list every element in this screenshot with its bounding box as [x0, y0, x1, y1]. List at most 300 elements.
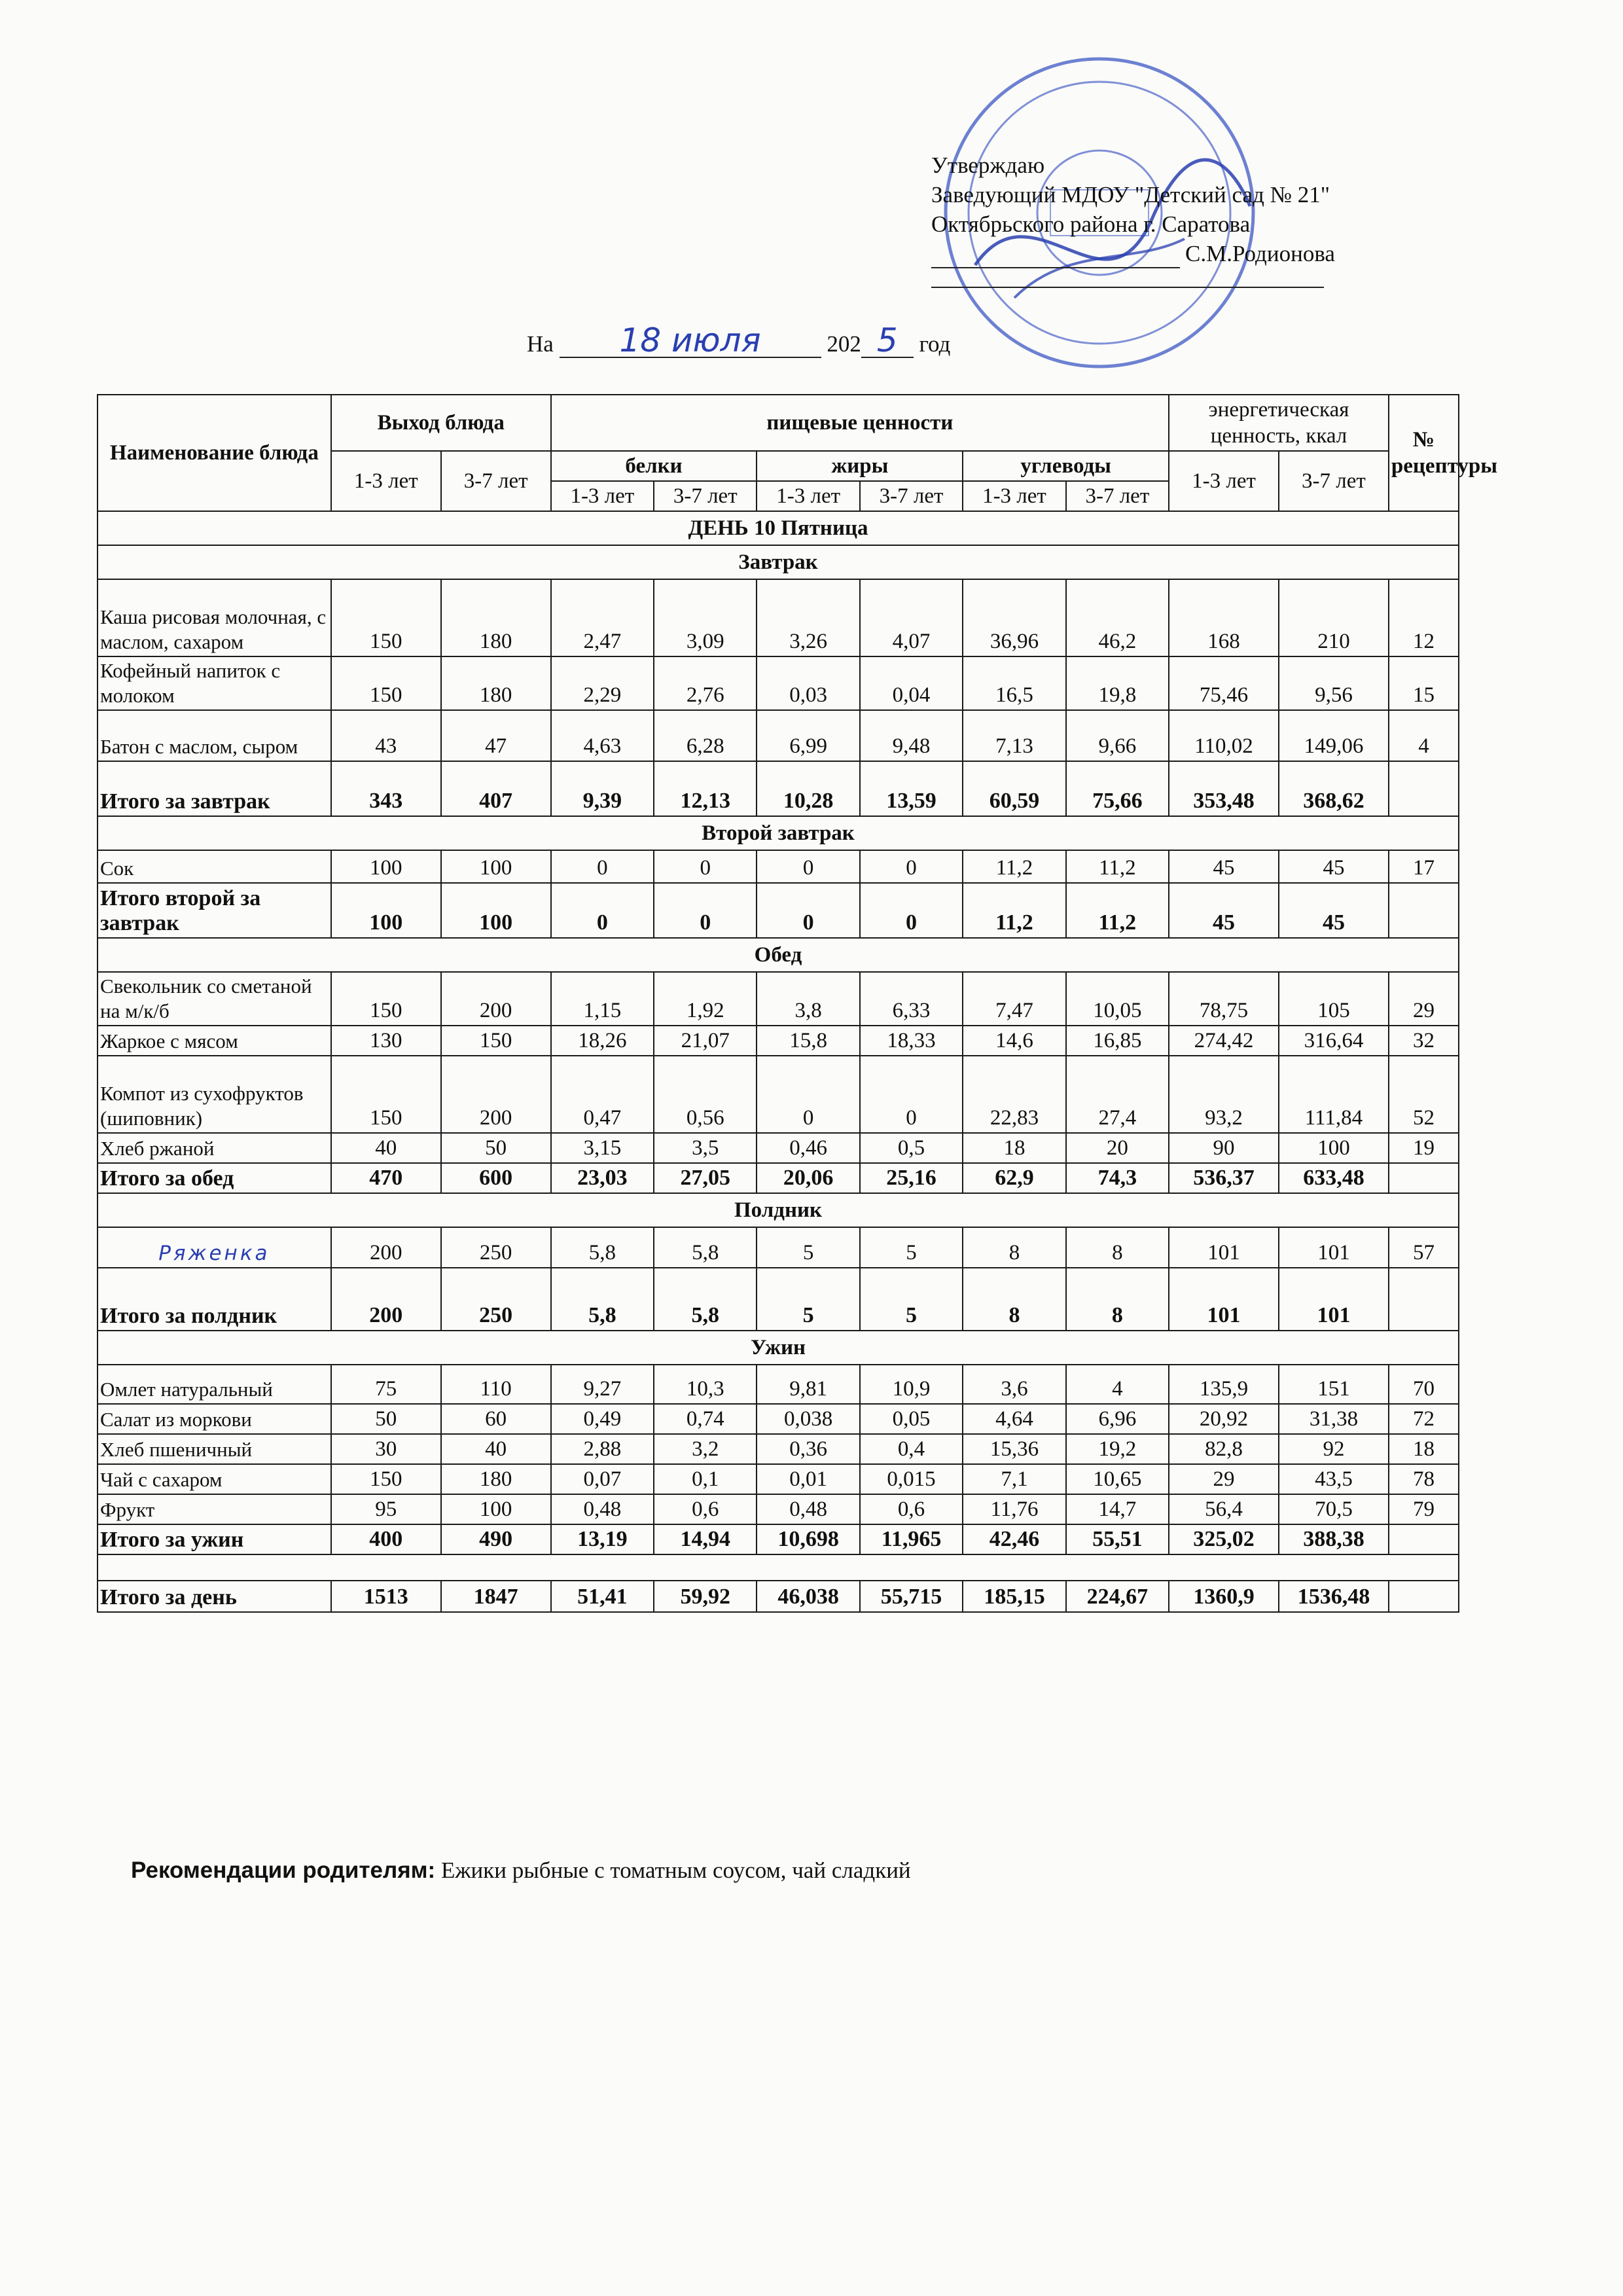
cell-value: 325,02	[1169, 1524, 1279, 1554]
meal-section-row	[98, 1331, 1459, 1365]
cell-value: 200	[441, 1056, 551, 1133]
cell-value: 19,8	[1066, 656, 1169, 710]
cell-value: 16,85	[1066, 1026, 1169, 1056]
date-year-digit: 5	[861, 324, 914, 358]
cell-value: 57	[1389, 1227, 1459, 1268]
cell-value: 633,48	[1279, 1163, 1389, 1193]
day-total-row	[98, 1581, 1459, 1612]
signature-line	[931, 247, 1180, 268]
dish-row	[98, 1026, 1459, 1056]
cell-value: 11,965	[860, 1524, 963, 1554]
cell-value: 0	[757, 850, 859, 883]
cell-value: 19	[1389, 1133, 1459, 1163]
cell-value: 10,698	[757, 1524, 859, 1554]
cell-value: 1847	[441, 1581, 551, 1612]
cell-value: 200	[441, 972, 551, 1026]
cell-value: 316,64	[1279, 1026, 1389, 1056]
cell-value: 8	[1066, 1227, 1169, 1268]
cell-value: 15,8	[757, 1026, 859, 1056]
cell-value: 13,59	[860, 761, 963, 816]
cell-value: 18,26	[551, 1026, 654, 1056]
header-energy-age1: 1-3 лет	[1169, 451, 1279, 511]
day-title-row	[98, 511, 1459, 545]
cell-value: 18,33	[860, 1026, 963, 1056]
cell-value: 45	[1279, 850, 1389, 883]
cell-value: 210	[1279, 579, 1389, 656]
cell-value: 2,88	[551, 1434, 654, 1464]
cell-value: 2,29	[551, 656, 654, 710]
cell-value: 0	[860, 850, 963, 883]
cell-value: 100	[441, 1494, 551, 1524]
dish-row	[98, 579, 1459, 656]
cell-value: 70	[1389, 1365, 1459, 1404]
cell-value: 8	[963, 1268, 1065, 1331]
dish-name: Жаркое с мясом	[98, 1026, 331, 1056]
cell-value: 51,41	[551, 1581, 654, 1612]
meal-section-title: Ужин	[98, 1331, 1459, 1365]
cell-value: 18	[963, 1133, 1065, 1163]
cell-value: 62,9	[963, 1163, 1065, 1193]
date-year-prefix: 202	[827, 331, 861, 357]
cell-value: 11,2	[963, 883, 1065, 938]
menu-table	[97, 394, 1497, 1613]
cell-value: 150	[331, 1056, 441, 1133]
approval-position: Заведующий МДОУ "Детский сад № 21"	[931, 182, 1330, 207]
cell-value: 130	[331, 1026, 441, 1056]
cell-value: 7,47	[963, 972, 1065, 1026]
cell-value: 0	[551, 850, 654, 883]
cell-value	[1389, 761, 1459, 816]
cell-value: 11,2	[1066, 850, 1169, 883]
dish-row	[98, 850, 1459, 883]
cell-value: 0	[654, 883, 757, 938]
cell-value: 45	[1279, 883, 1389, 938]
cell-value: 27,4	[1066, 1056, 1169, 1133]
cell-value: 0,07	[551, 1464, 654, 1494]
cell-value	[1389, 1163, 1459, 1193]
cell-value: 101	[1169, 1227, 1279, 1268]
cell-value: 18	[1389, 1434, 1459, 1464]
cell-value: 45	[1169, 883, 1279, 938]
cell-value: 5,8	[551, 1268, 654, 1331]
meal-total-row	[98, 761, 1459, 816]
cell-value: 10,28	[757, 761, 859, 816]
meal-total-row	[98, 1268, 1459, 1331]
dish-row	[98, 1365, 1459, 1404]
cell-value: 180	[441, 1464, 551, 1494]
date-prefix: На	[527, 331, 554, 357]
cell-value: 4,07	[860, 579, 963, 656]
cell-value: 168	[1169, 579, 1279, 656]
cell-value: 5	[860, 1268, 963, 1331]
cell-value: 150	[331, 579, 441, 656]
cell-value: 90	[1169, 1133, 1279, 1163]
cell-value: 55,715	[860, 1581, 963, 1612]
cell-value: 6,96	[1066, 1404, 1169, 1434]
cell-value: 14,6	[963, 1026, 1065, 1056]
cell-value: 82,8	[1169, 1434, 1279, 1464]
cell-value: 200	[331, 1268, 441, 1331]
cell-value: 46,2	[1066, 579, 1169, 656]
cell-value: 10,3	[654, 1365, 757, 1404]
cell-value: 0,5	[860, 1133, 963, 1163]
cell-value: 0,6	[860, 1494, 963, 1524]
header-fats-age2: 3-7 лет	[860, 481, 963, 511]
cell-value: 27,05	[654, 1163, 757, 1193]
cell-value: 0,038	[757, 1404, 859, 1434]
cell-value: 100	[331, 883, 441, 938]
cell-value: 43,5	[1279, 1464, 1389, 1494]
cell-value: 0,56	[654, 1056, 757, 1133]
cell-value: 5	[757, 1227, 859, 1268]
cell-value: 0,49	[551, 1404, 654, 1434]
table-header	[98, 395, 1497, 511]
cell-value: 110,02	[1169, 710, 1279, 761]
meal-total-label: Итого за завтрак	[98, 761, 331, 816]
cell-value: 15	[1389, 656, 1459, 710]
cell-value: 20,06	[757, 1163, 859, 1193]
header-fats-age1: 1-3 лет	[757, 481, 859, 511]
cell-value: 50	[331, 1404, 441, 1434]
dish-row	[98, 972, 1459, 1026]
dish-row	[98, 1494, 1459, 1524]
header-output-age1: 1-3 лет	[331, 451, 441, 511]
spacer-row	[98, 1554, 1459, 1581]
dish-name: Салат из моркови	[98, 1404, 331, 1434]
cell-value: 72	[1389, 1404, 1459, 1434]
cell-value: 250	[441, 1268, 551, 1331]
cell-value: 0,05	[860, 1404, 963, 1434]
approval-signer: С.М.Родионова	[1185, 241, 1335, 266]
cell-value	[1389, 1268, 1459, 1331]
date-day-month: 18 июля	[560, 324, 821, 358]
header-carbs-age1: 1-3 лет	[963, 481, 1065, 511]
cell-value: 50	[441, 1133, 551, 1163]
cell-value: 149,06	[1279, 710, 1389, 761]
cell-value: 388,38	[1279, 1524, 1389, 1554]
dish-row	[98, 710, 1459, 761]
approval-block	[931, 151, 1389, 288]
cell-value: 78	[1389, 1464, 1459, 1494]
cell-value: 59,92	[654, 1581, 757, 1612]
cell-value: 3,15	[551, 1133, 654, 1163]
cell-value: 1360,9	[1169, 1581, 1279, 1612]
spacer-cell	[98, 1554, 1459, 1581]
cell-value: 400	[331, 1524, 441, 1554]
cell-value: 3,26	[757, 579, 859, 656]
cell-value	[1389, 883, 1459, 938]
cell-value: 0,03	[757, 656, 859, 710]
cell-value: 36,96	[963, 579, 1065, 656]
cell-value: 95	[331, 1494, 441, 1524]
cell-value: 7,1	[963, 1464, 1065, 1494]
dish-name: Ряженка	[98, 1227, 331, 1268]
cell-value: 47	[441, 710, 551, 761]
cell-value: 5,8	[551, 1227, 654, 1268]
cell-value: 101	[1279, 1227, 1389, 1268]
cell-value: 10,65	[1066, 1464, 1169, 1494]
cell-value: 151	[1279, 1365, 1389, 1404]
cell-value: 185,15	[963, 1581, 1065, 1612]
recommendation-label: Рекомендации родителям:	[131, 1857, 436, 1883]
cell-value: 100	[1279, 1133, 1389, 1163]
date-suffix: год	[919, 331, 951, 357]
cell-value: 23,03	[551, 1163, 654, 1193]
cell-value: 150	[331, 656, 441, 710]
cell-value: 32	[1389, 1026, 1459, 1056]
header-output: Выход блюда	[331, 395, 551, 451]
cell-value: 9,56	[1279, 656, 1389, 710]
header-proteins: белки	[551, 451, 757, 481]
cell-value: 9,81	[757, 1365, 859, 1404]
dish-name: Чай с сахаром	[98, 1464, 331, 1494]
meal-section-row	[98, 1193, 1459, 1227]
cell-value: 19,2	[1066, 1434, 1169, 1464]
cell-value: 6,33	[860, 972, 963, 1026]
header-recipe: № рецептуры	[1389, 395, 1459, 511]
dish-row	[98, 1404, 1459, 1434]
cell-value: 150	[441, 1026, 551, 1056]
cell-value: 1,15	[551, 972, 654, 1026]
cell-value: 42,46	[963, 1524, 1065, 1554]
dish-name: Каша рисовая молочная, с маслом, сахаром	[98, 579, 331, 656]
cell-value: 3,09	[654, 579, 757, 656]
cell-value: 9,48	[860, 710, 963, 761]
cell-value: 4	[1389, 710, 1459, 761]
cell-value: 25,16	[860, 1163, 963, 1193]
dish-name: Компот из сухофруктов (шиповник)	[98, 1056, 331, 1133]
cell-value: 31,38	[1279, 1404, 1389, 1434]
meal-section-title: Завтрак	[98, 545, 1459, 579]
approval-title: Утверждаю	[931, 152, 1045, 178]
cell-value: 0,36	[757, 1434, 859, 1464]
header-fats: жиры	[757, 451, 963, 481]
cell-value: 0,74	[654, 1404, 757, 1434]
cell-value: 4,64	[963, 1404, 1065, 1434]
cell-value: 8	[1066, 1268, 1169, 1331]
cell-value: 274,42	[1169, 1026, 1279, 1056]
dish-row	[98, 1464, 1459, 1494]
meal-total-label: Итого второй за завтрак	[98, 883, 331, 938]
cell-value: 3,6	[963, 1365, 1065, 1404]
cell-value: 20	[1066, 1133, 1169, 1163]
cell-value	[1389, 1581, 1459, 1612]
cell-value: 10,05	[1066, 972, 1169, 1026]
cell-value: 5,8	[654, 1227, 757, 1268]
cell-value: 75,66	[1066, 761, 1169, 816]
meal-total-label: Итого за полдник	[98, 1268, 331, 1331]
cell-value: 490	[441, 1524, 551, 1554]
cell-value: 5	[757, 1268, 859, 1331]
meal-section-title: Полдник	[98, 1193, 1459, 1227]
cell-value: 1,92	[654, 972, 757, 1026]
dish-row	[98, 1133, 1459, 1163]
cell-value: 536,37	[1169, 1163, 1279, 1193]
dish-name: Сок	[98, 850, 331, 883]
cell-value: 93,2	[1169, 1056, 1279, 1133]
cell-value: 78,75	[1169, 972, 1279, 1026]
dish-name: Свекольник со сметаной на м/к/б	[98, 972, 331, 1026]
header-name: Наименование блюда	[98, 395, 331, 511]
cell-value: 16,5	[963, 656, 1065, 710]
cell-value: 0,6	[654, 1494, 757, 1524]
dish-row	[98, 656, 1459, 710]
cell-value: 4,63	[551, 710, 654, 761]
day-total-label: Итого за день	[98, 1581, 331, 1612]
menu-date	[527, 321, 951, 359]
cell-value: 0	[860, 1056, 963, 1133]
cell-value: 60	[441, 1404, 551, 1434]
approval-signature-row	[931, 239, 1389, 268]
cell-value: 0,47	[551, 1056, 654, 1133]
cell-value: 40	[441, 1434, 551, 1464]
cell-value: 4	[1066, 1365, 1169, 1404]
header-nutrients: пищевые ценности	[551, 395, 1169, 451]
recommendation-text: Ежики рыбные с томатным соусом, чай сладкий	[440, 1857, 911, 1883]
cell-value: 45	[1169, 850, 1279, 883]
parent-recommendation	[131, 1857, 911, 1884]
meal-section-title: Второй завтрак	[98, 816, 1459, 850]
cell-value: 0,4	[860, 1434, 963, 1464]
cell-value: 0,015	[860, 1464, 963, 1494]
dish-row	[98, 1434, 1459, 1464]
cell-value: 13,19	[551, 1524, 654, 1554]
meal-section-row	[98, 816, 1459, 850]
header-energy-age2: 3-7 лет	[1279, 451, 1389, 511]
header-carbs: углеводы	[963, 451, 1169, 481]
cell-value: 180	[441, 656, 551, 710]
cell-value: 470	[331, 1163, 441, 1193]
cell-value	[1389, 1524, 1459, 1554]
cell-value: 368,62	[1279, 761, 1389, 816]
dish-name: Хлеб ржаной	[98, 1133, 331, 1163]
approval-district: Октябрьского района г. Саратова	[931, 211, 1251, 237]
cell-value: 0,46	[757, 1133, 859, 1163]
cell-value: 9,27	[551, 1365, 654, 1404]
cell-value: 7,13	[963, 710, 1065, 761]
cell-value: 5,8	[654, 1268, 757, 1331]
cell-value: 5	[860, 1227, 963, 1268]
cell-value: 0,1	[654, 1464, 757, 1494]
cell-value: 11,2	[1066, 883, 1169, 938]
meal-section-row	[98, 938, 1459, 972]
cell-value: 15,36	[963, 1434, 1065, 1464]
dish-name: Батон с маслом, сыром	[98, 710, 331, 761]
meal-total-label: Итого за обед	[98, 1163, 331, 1193]
cell-value: 0,48	[551, 1494, 654, 1524]
cell-value: 6,99	[757, 710, 859, 761]
dish-row	[98, 1227, 1459, 1268]
cell-value: 0	[757, 883, 859, 938]
cell-value: 55,51	[1066, 1524, 1169, 1554]
cell-value: 20,92	[1169, 1404, 1279, 1434]
cell-value: 17	[1389, 850, 1459, 883]
meal-section-title: Обед	[98, 938, 1459, 972]
cell-value: 180	[441, 579, 551, 656]
meal-total-label: Итого за ужин	[98, 1524, 331, 1554]
meal-total-row	[98, 1163, 1459, 1193]
cell-value: 9,66	[1066, 710, 1169, 761]
meal-total-row	[98, 883, 1459, 938]
cell-value: 224,67	[1066, 1581, 1169, 1612]
cell-value: 11,2	[963, 850, 1065, 883]
cell-value: 110	[441, 1365, 551, 1404]
cell-value: 3,2	[654, 1434, 757, 1464]
cell-value: 0	[860, 883, 963, 938]
cell-value: 52	[1389, 1056, 1459, 1133]
cell-value: 70,5	[1279, 1494, 1389, 1524]
cell-value: 10,9	[860, 1365, 963, 1404]
cell-value: 250	[441, 1227, 551, 1268]
cell-value: 100	[441, 883, 551, 938]
dish-row	[98, 1056, 1459, 1133]
cell-value: 353,48	[1169, 761, 1279, 816]
cell-value: 46,038	[757, 1581, 859, 1612]
cell-value: 60,59	[963, 761, 1065, 816]
header-carbs-age2: 3-7 лет	[1066, 481, 1169, 511]
cell-value: 0,48	[757, 1494, 859, 1524]
cell-value: 56,4	[1169, 1494, 1279, 1524]
cell-value: 100	[441, 850, 551, 883]
cell-value: 22,83	[963, 1056, 1065, 1133]
cell-value: 21,07	[654, 1026, 757, 1056]
table-body	[98, 511, 1459, 1612]
day-title: ДЕНЬ 10 Пятница	[98, 511, 1459, 545]
dish-name: Фрукт	[98, 1494, 331, 1524]
cell-value: 29	[1389, 972, 1459, 1026]
cell-value: 75	[331, 1365, 441, 1404]
cell-value: 79	[1389, 1494, 1459, 1524]
cell-value: 12	[1389, 579, 1459, 656]
cell-value: 75,46	[1169, 656, 1279, 710]
cell-value: 200	[331, 1227, 441, 1268]
cell-value: 0	[654, 850, 757, 883]
signature-date-line	[931, 268, 1324, 288]
dish-name: Хлеб пшеничный	[98, 1434, 331, 1464]
cell-value: 3,5	[654, 1133, 757, 1163]
cell-value: 11,76	[963, 1494, 1065, 1524]
cell-value: 43	[331, 710, 441, 761]
dish-name: Кофейный напиток с молоком	[98, 656, 331, 710]
cell-value: 92	[1279, 1434, 1389, 1464]
cell-value: 0,04	[860, 656, 963, 710]
cell-value: 14,7	[1066, 1494, 1169, 1524]
cell-value: 135,9	[1169, 1365, 1279, 1404]
cell-value: 40	[331, 1133, 441, 1163]
cell-value: 0	[551, 883, 654, 938]
cell-value: 2,76	[654, 656, 757, 710]
cell-value: 101	[1279, 1268, 1389, 1331]
cell-value: 105	[1279, 972, 1389, 1026]
cell-value: 29	[1169, 1464, 1279, 1494]
meal-section-row	[98, 545, 1459, 579]
cell-value: 3,8	[757, 972, 859, 1026]
cell-value: 600	[441, 1163, 551, 1193]
cell-value: 100	[331, 850, 441, 883]
header-proteins-age1: 1-3 лет	[551, 481, 654, 511]
cell-value: 9,39	[551, 761, 654, 816]
cell-value: 8	[963, 1227, 1065, 1268]
cell-value: 101	[1169, 1268, 1279, 1331]
cell-value: 150	[331, 1464, 441, 1494]
cell-value: 6,28	[654, 710, 757, 761]
cell-value: 407	[441, 761, 551, 816]
cell-value: 2,47	[551, 579, 654, 656]
cell-value: 30	[331, 1434, 441, 1464]
meal-total-row	[98, 1524, 1459, 1554]
cell-value: 343	[331, 761, 441, 816]
cell-value: 1513	[331, 1581, 441, 1612]
